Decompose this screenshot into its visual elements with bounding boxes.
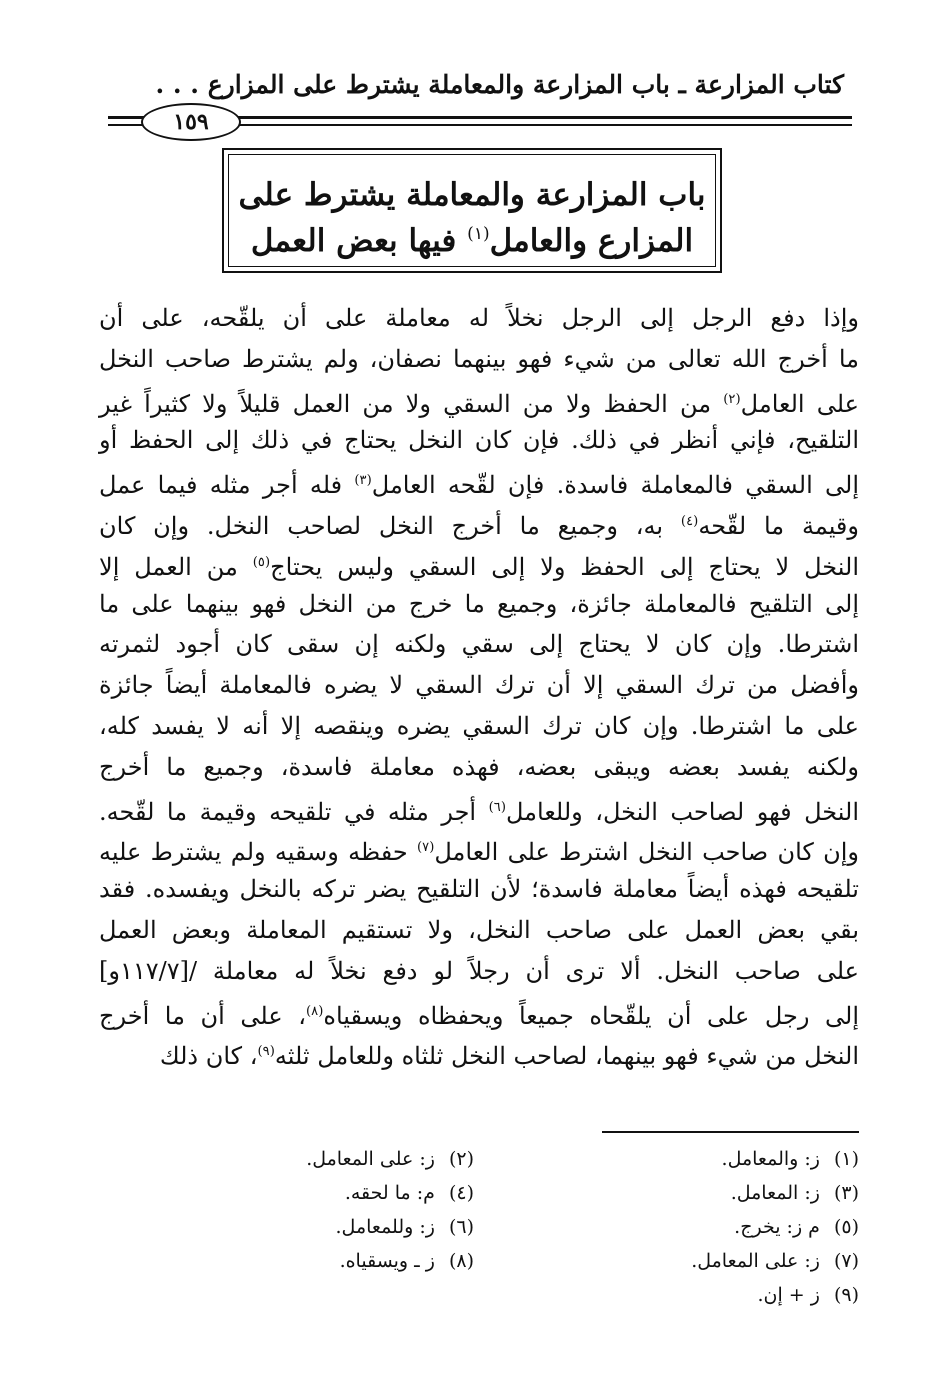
footnote-number: (٤) [448,1182,474,1204]
body-text-segment: وقيمة ما لقّحه [698,512,859,541]
footnote-text: ز: على المعامل. [306,1148,435,1170]
footnote-number: (٣) [833,1182,859,1204]
footnote-text: م ز: يخرج. [734,1216,820,1238]
body-text-segment: ، على أن ما أخرج [99,1001,307,1030]
body-text-segment: على العامل [740,389,859,418]
body-line [99,624,859,665]
footnote-ref: (٥) [252,554,271,570]
body-text-segment: تلقيحه فهذه أيضاً معاملة فاسدة؛ لأن التلقيح يضر تركه بالنخل ويفسده. فقد [99,875,859,904]
body-text-segment: وإذا دفع الرجل إلى الرجل نخلاً له معاملة على أن يلقّحه، على أن [99,304,859,332]
footnote [757,1284,859,1306]
footnote-text: ز ـ ويسقياه. [339,1250,435,1272]
body-text-segment: على صاحب النخل. ألا ترى أن رجلاً لو دفع نخلاً له معاملة /[١١٧/٧و] [99,956,859,985]
footnote-ref: (٤) [680,513,699,529]
body-line [99,992,859,1033]
chapter-title-frame [222,148,722,273]
footnote-ref: (٨) [306,1003,324,1019]
body-text-segment: فله أجر مثله فيما عمل [99,471,355,500]
body-line [99,543,859,584]
footnote-number: (٩) [833,1284,859,1306]
footnote-ref: (٢) [723,391,741,407]
body-text-segment: إلى السقي فالمعاملة فاسدة. فإن لقّحه العامل [371,471,859,500]
body-line [99,910,859,951]
footnote-number: (٢) [448,1148,474,1170]
footnote-number: (١) [833,1148,859,1170]
body-line [99,380,859,421]
footnote-row [99,1216,859,1250]
body-text-segment: النخل لا يحتاج إلى الحفظ ولا إلى السقي وليس يحتاج [270,553,859,582]
footnote [340,1250,474,1272]
footnote-ref: (٧) [416,840,435,856]
footnote-number: (٥) [833,1216,859,1238]
footnote-ref: (١) [467,224,490,245]
footnote-ref: (٩) [257,1044,275,1060]
body-line [99,869,859,910]
body-text-segment: النخل من شيء فهو بينهما، لصاحب النخل ثلثاه وللعامل ثلثه [274,1042,859,1071]
footnote-row [99,1182,859,1216]
body-line [99,706,859,747]
body-text-segment: النخل فهو لصاحب النخل، وللعامل [505,797,860,826]
chapter-title-line-2 [229,223,715,259]
running-header-title: كتاب المزارعة ـ باب المزارعة والمعاملة يشترط على المزارع . . . [155,70,844,99]
footnote-row [99,1250,859,1284]
footnote-number: (٨) [448,1250,474,1272]
body-text [99,298,859,1073]
footnote [691,1250,859,1272]
body-line [99,339,859,380]
footnote [722,1148,859,1170]
footnote-text: ز: وللمعامل. [335,1216,435,1238]
footnote-number: (٧) [833,1250,859,1272]
body-text-segment: من العمل إلا [99,553,253,582]
body-line [99,665,859,706]
body-text-segment: به، وجميع ما أخرج النخل لصاحب النخل. وإن كان [99,512,681,541]
body-line [99,951,859,992]
footnote-ref: (٣) [354,473,372,489]
body-text-segment: ، كان ذلك [159,1042,258,1071]
body-line [99,298,859,339]
body-text-segment: إلى التلقيح فالمعاملة جائزة، وجميع ما خرج من النخل فهو بينهما على ما [99,589,859,618]
footnote [306,1148,474,1170]
body-line [99,828,859,869]
body-text-segment: من الحفظ ولا من السقي ولا من العمل قليلاً ولا كثيراً غير [99,389,724,418]
body-line [99,1032,859,1073]
footnote [731,1182,859,1204]
body-line [99,747,859,788]
page-number: ١٥٩ [141,103,241,141]
footnote-row [99,1284,859,1318]
body-text-segment: ولكنه يفسد بعضه ويبقى بعضه، فهذه معاملة فاسدة، وجميع ما أخرج [99,752,859,781]
chapter-title-line-2-start: المزارع والعامل [489,223,694,259]
body-line [99,584,859,625]
body-text-segment: حفظه وسقيه ولم يشترط عليه [99,838,417,867]
footnote-ref: (٦) [488,799,506,815]
footnote-text: ز + إن. [757,1284,820,1306]
body-text-segment: اشترطا. وإن كان لا يحتاج إلى سقي ولكنه إن سقى كان أجود لثمرته [99,630,859,659]
body-line [99,502,859,543]
footnote [734,1216,859,1238]
footnotes [99,1148,859,1318]
body-text-segment: بقي بعض العمل على صاحب النخل، ولا تستقيم المعاملة وبعض العمل [99,915,859,944]
body-text-segment: ما أخرج الله تعالى من شيء فهو بينهما نصفان، ولم يشترط صاحب النخل [99,344,859,373]
footnote-text: ز: المعامل. [730,1182,820,1204]
chapter-title-line-2-end: فيها بعض العمل [250,223,468,259]
footnote [336,1216,474,1238]
footnote-text: ز: والمعامل. [721,1148,820,1170]
chapter-title-inner-frame [228,154,716,267]
footnote-separator [602,1131,859,1133]
chapter-title-line-1: باب المزارعة والمعاملة يشترط على [238,177,706,213]
body-text-segment: وإن كان صاحب النخل اشترط على العامل [434,838,859,867]
body-text-segment: وأفضل من ترك السقي إلا أن ترك السقي لا يضره فالمعاملة أيضاً جائزة [99,671,859,700]
body-text-segment: أجر مثله في تلقيحه وقيمة ما لقّحه. [99,797,489,826]
body-text-segment: التلقيح، فإني أنظر في ذلك. فإن كان النخل يحتاج في ذلك إلى الحفظ أو [99,426,860,455]
body-text-segment: على ما اشترطا. وإن كان ترك السقي يضره وينقصه إلا أنه لا يفسد كله، [99,711,859,740]
footnote-number: (٦) [448,1216,474,1238]
footnote-text: ز: على المعامل. [691,1250,820,1272]
body-line [99,788,859,829]
body-text-segment: إلى رجل على أن يلقّحاه جميعاً ويحفظاه ويسقياه [323,1001,859,1030]
body-line [99,420,859,461]
body-line [99,461,859,502]
footnote [345,1182,474,1204]
footnote-text: م: ما لحقه. [344,1182,435,1204]
footnote-row [99,1148,859,1182]
